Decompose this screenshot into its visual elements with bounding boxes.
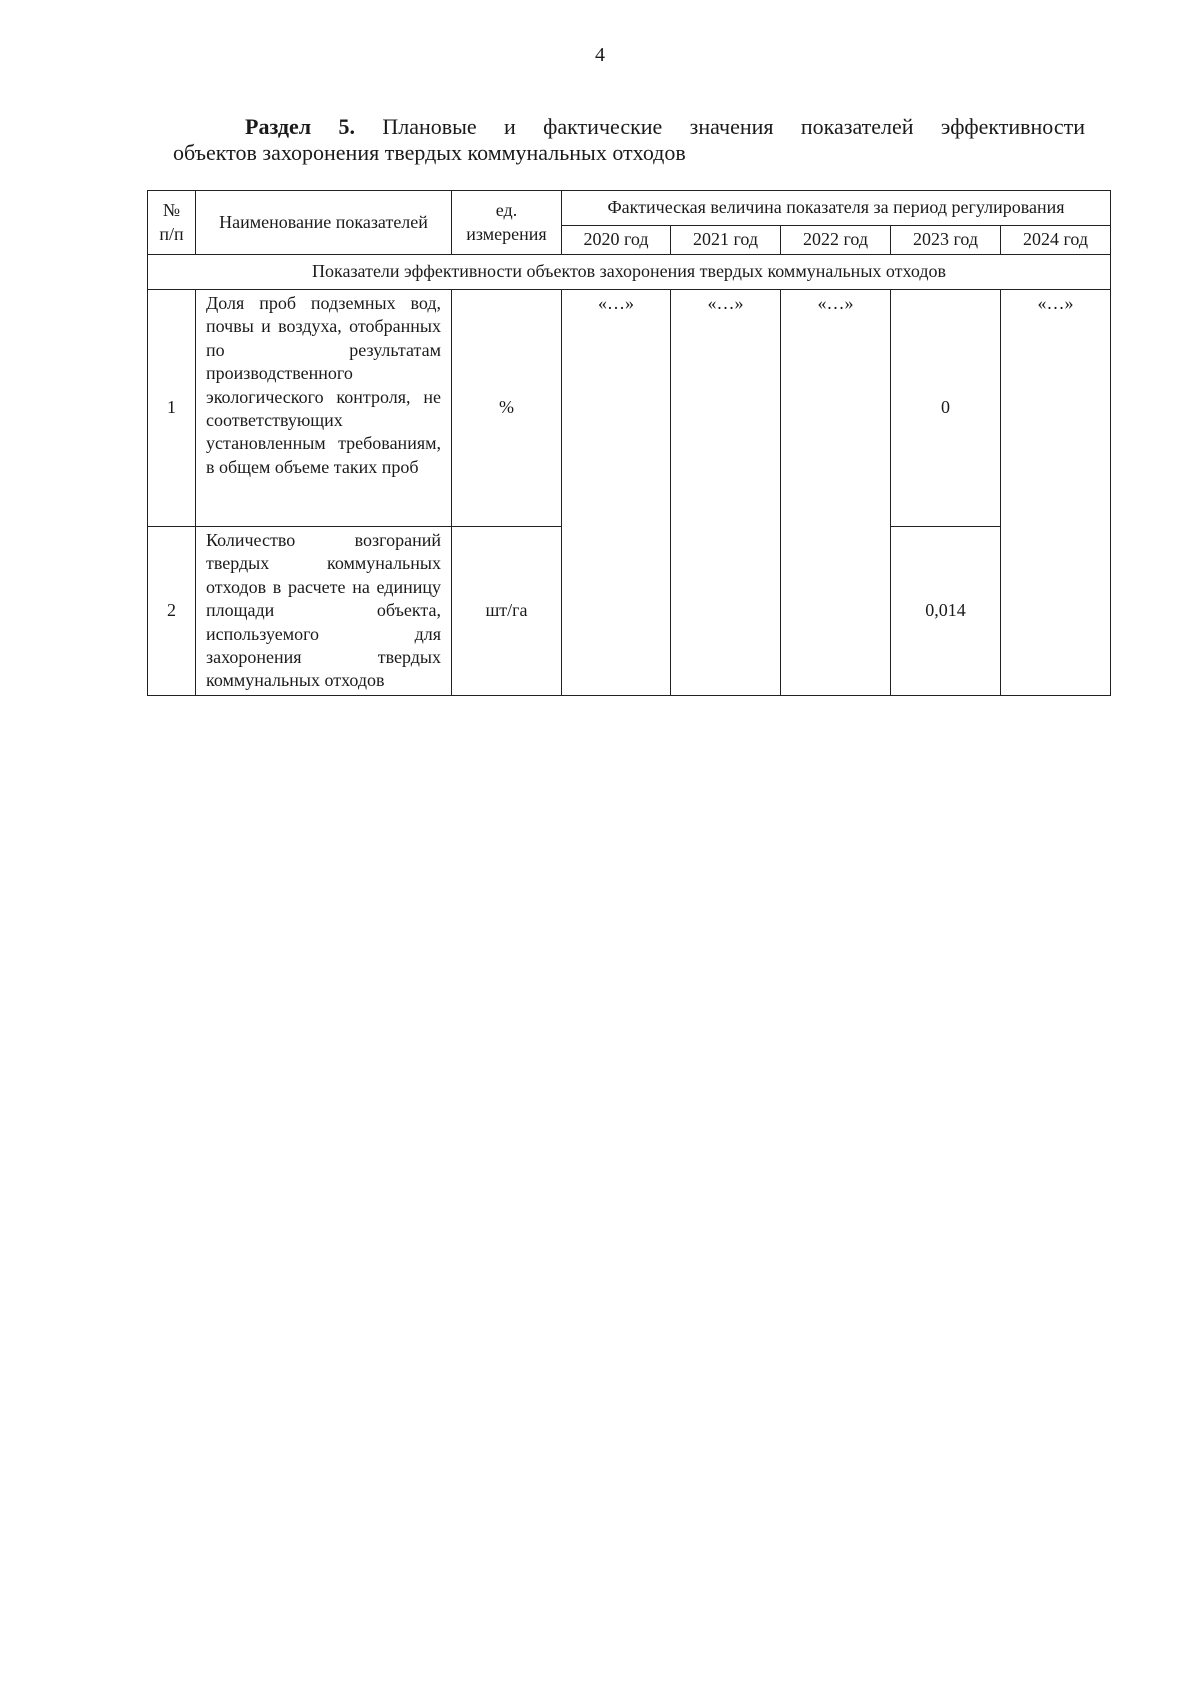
value-2023: 0,014 <box>891 527 1001 696</box>
header-name: Наименование показателей <box>196 191 452 255</box>
header-year-2022: 2022 год <box>781 226 891 255</box>
group-row <box>148 255 1111 290</box>
page-number: 4 <box>595 44 605 66</box>
group-title: Показатели эффективности объектов захоронения твердых коммунальных отходов <box>148 255 1111 290</box>
section-label: Раздел 5. <box>245 114 355 139</box>
section-title-line2: объектов захоронения твердых коммунальных отходов <box>173 140 686 165</box>
row-num: 2 <box>148 527 196 696</box>
row-num: 1 <box>148 290 196 527</box>
value-2021: «…» <box>671 290 781 696</box>
header-year-2020: 2020 год <box>562 226 671 255</box>
row-name: Количество возгораний твердых коммунальных отходов в расчете на единицу площади объекта, используемого для захоронения твердых коммунальных отходов <box>196 527 452 696</box>
header-unit: ед. измерения <box>452 191 562 255</box>
value-2022: «…» <box>781 290 891 696</box>
row-unit: шт/га <box>452 527 562 696</box>
value-2024: «…» <box>1001 290 1111 696</box>
section-title-text: Плановые и фактические значения показателей эффективности <box>382 114 1085 139</box>
row-unit: % <box>452 290 562 527</box>
header-year-2021: 2021 год <box>671 226 781 255</box>
header-year-2023: 2023 год <box>891 226 1001 255</box>
value-2023: 0 <box>891 290 1001 527</box>
row-name: Доля проб подземных вод, почвы и воздуха, отобранных по результатам производственного экологического контроля, не соответствующих установленным требованиям, в общем объеме таких проб <box>196 290 452 527</box>
indicators-table <box>147 190 1111 696</box>
header-year-2024: 2024 год <box>1001 226 1111 255</box>
table-row <box>148 290 1111 527</box>
header-num: № п/п <box>148 191 196 255</box>
header-row <box>148 191 1111 226</box>
value-2020: «…» <box>562 290 671 696</box>
section-title <box>173 114 1085 166</box>
section-title-line1 <box>173 114 1085 140</box>
header-period: Фактическая величина показателя за период регулирования <box>562 191 1111 226</box>
